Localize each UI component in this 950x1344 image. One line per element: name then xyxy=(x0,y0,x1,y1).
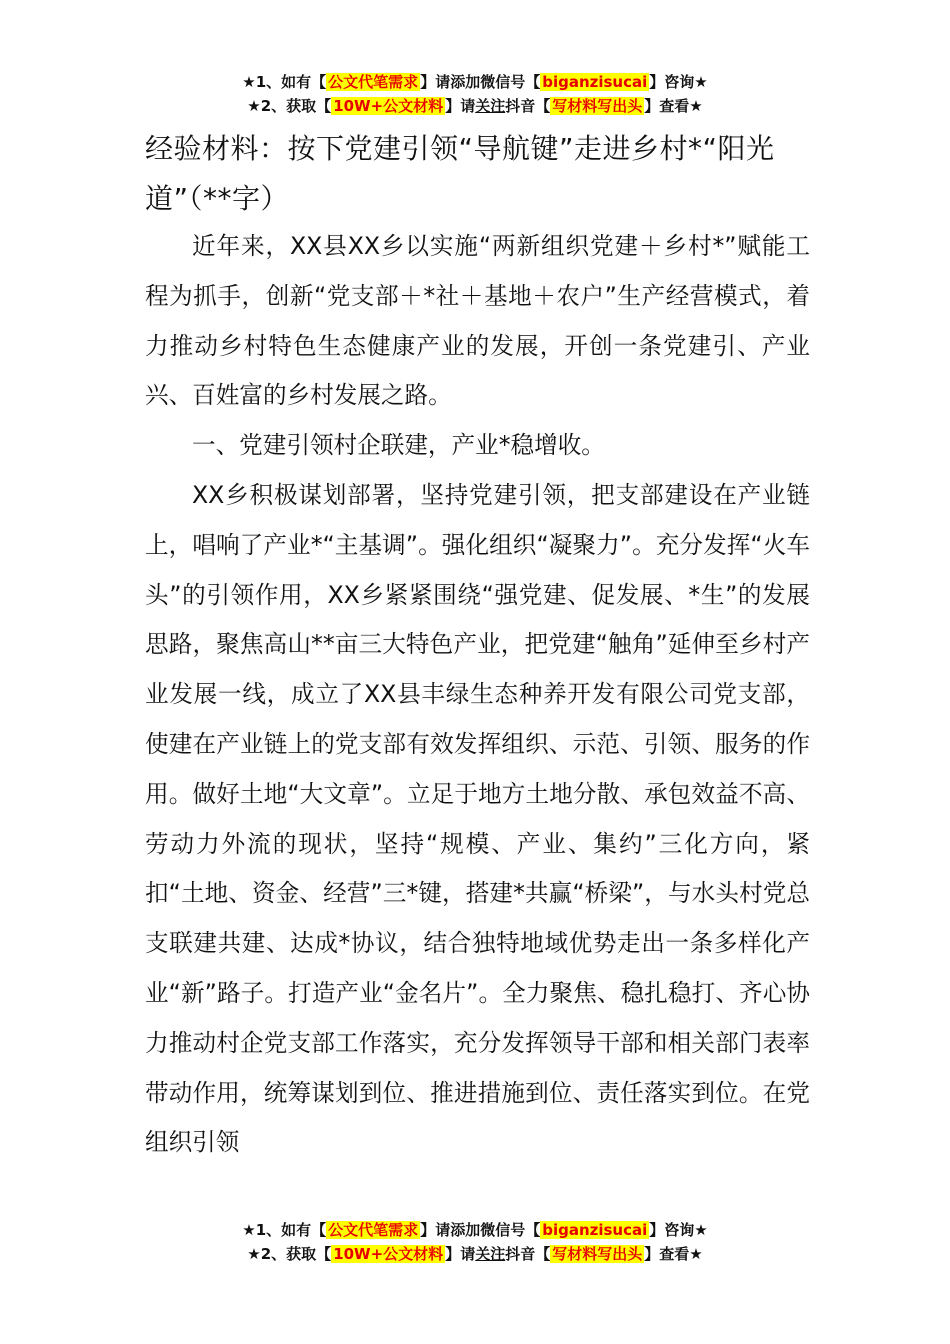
banner-text: ★2、获取【 xyxy=(247,1245,332,1263)
banner-underlined-text: 关注 xyxy=(475,97,506,115)
document-body xyxy=(145,222,810,1168)
banner-text: 抖音【 xyxy=(505,97,551,115)
banner-highlight: biganzisucai xyxy=(542,73,648,91)
banner-text: 】查看★ xyxy=(644,1245,703,1263)
banner-text: 】请 xyxy=(445,97,476,115)
banner-text: 】请添加微信号【 xyxy=(420,1221,541,1239)
banner-text: 】咨询★ xyxy=(649,1221,708,1239)
banner-line-1 xyxy=(0,1218,950,1242)
banner-highlight: biganzisucai xyxy=(542,1221,648,1239)
paragraph-intro: 近年来，XX县XX乡以实施“两新组织党建＋乡村*”赋能工程为抓手，创新“党支部＋*社＋基地＋农户”生产经营模式，着力推动乡村特色生态健康产业的发展，开创一条党建引、产业兴、百姓富的乡村发展之路。 xyxy=(145,232,810,410)
document-title: 经验材料：按下党建引领“导航键”走进乡村*“阳光道”（**字） xyxy=(145,132,775,215)
banner-text: 抖音【 xyxy=(505,1245,551,1263)
banner-text: ★1、如有【 xyxy=(242,73,327,91)
section-heading: 一、党建引领村企联建，产业*稳增收。 xyxy=(192,431,605,460)
banner-highlight: 公文代笔需求 xyxy=(328,1221,419,1239)
banner-text: 】请 xyxy=(445,1245,476,1263)
header-banner xyxy=(0,70,950,118)
banner-highlight: 写材料写出头 xyxy=(552,1245,643,1263)
banner-line-2 xyxy=(0,94,950,118)
banner-highlight: 写材料写出头 xyxy=(552,97,643,115)
banner-line-2 xyxy=(0,1242,950,1266)
banner-highlight: 10W+公文材料 xyxy=(333,1245,444,1263)
banner-text: 】请添加微信号【 xyxy=(420,73,541,91)
banner-underlined-text: 关注 xyxy=(475,1245,506,1263)
banner-text: ★1、如有【 xyxy=(242,1221,327,1239)
banner-text: 】咨询★ xyxy=(649,73,708,91)
footer-banner xyxy=(0,1218,950,1266)
banner-highlight: 10W+公文材料 xyxy=(333,97,444,115)
banner-highlight: 公文代笔需求 xyxy=(328,73,419,91)
banner-line-1 xyxy=(0,70,950,94)
paragraph-section-1: XX乡积极谋划部署，坚持党建引领，把支部建设在产业链上，唱响了产业*“主基调”。强化组织“凝聚力”。充分发挥“火车头”的引领作用，XX乡紧紧围绕“强党建、促发展、*生”的发展思路，聚焦高山**亩三大特色产业，把党建“触角”延伸至乡村产业发展一线，成立了XX县丰绿生态种养开发有限公司党支部，使建在产业链上的党支部有效发挥组织、示范、引领、服务的作用。做好土地“大文章”。立足于地方土地分散、承包效益不高、劳动力外流的现状，坚持“规模、产业、集约”三化方向，紧扣“土地、资金、经营”三*键，搭建*共赢“桥梁”，与水头村党总支联建共建、达成*协议，结合独特地域优势走出一条多样化产业“新”路子。打造产业“金名片”。全力聚焦、稳扎稳打、齐心协力推动村企党支部工作落实，充分发挥领导干部和相关部门表率带动作用，统筹谋划到位、推进措施到位、责任落实到位。在党组织引领 xyxy=(145,480,810,1157)
banner-text: ★2、获取【 xyxy=(247,97,332,115)
banner-text: 】查看★ xyxy=(644,97,703,115)
